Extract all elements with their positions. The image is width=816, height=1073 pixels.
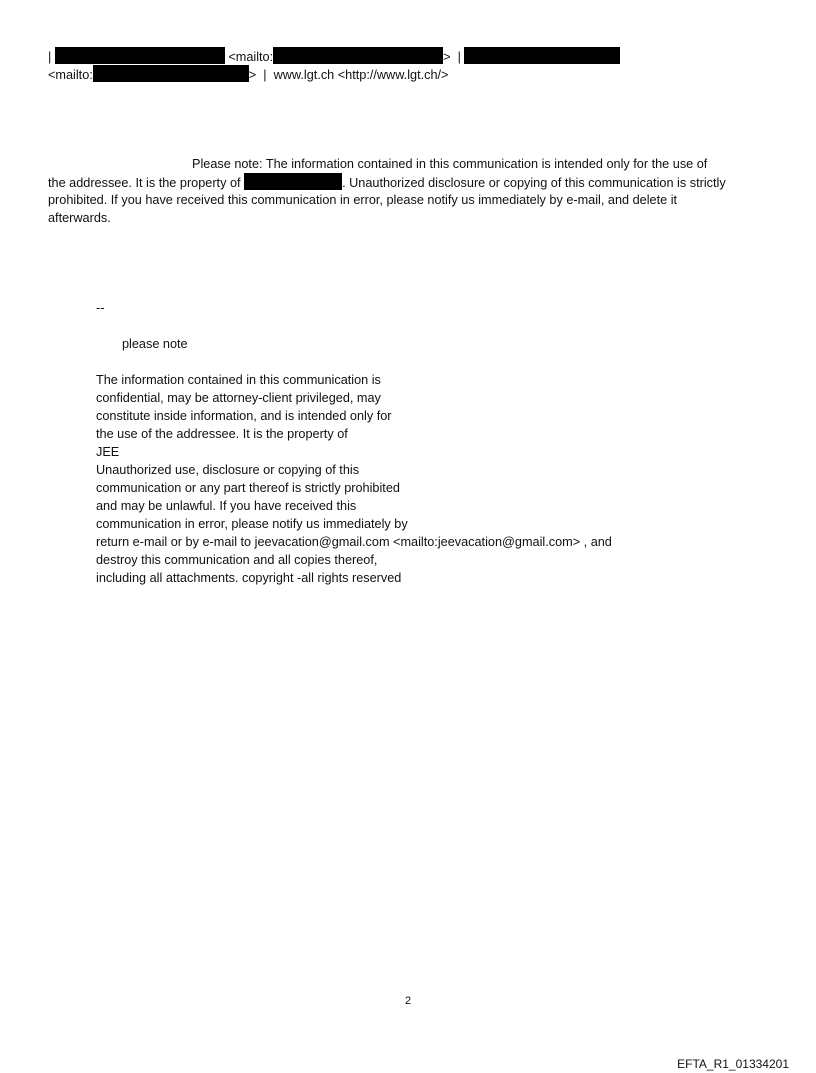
notice-line-2 [48, 173, 726, 192]
signature-line: Unauthorized use, disclosure or copying of this [96, 463, 360, 477]
signature-line: including all attachments. copyright -all rights reserved [96, 571, 402, 585]
header-line-2 [48, 65, 448, 84]
signature-line: and may be unlawful. If you have received this [96, 499, 357, 513]
header-pipe: | [48, 50, 52, 64]
notice-line-4: afterwards. [48, 211, 111, 225]
signature-line: the use of the addressee. It is the property of [96, 427, 348, 441]
document-id: EFTA_R1_01334201 [677, 1057, 789, 1071]
signature-line: constitute inside information, and is intended only for [96, 409, 392, 423]
redaction-block [464, 47, 620, 64]
redaction-block [244, 173, 342, 190]
signature-line: communication in error, please notify us immediately by [96, 517, 408, 531]
signature-line: destroy this communication and all copies thereof, [96, 553, 378, 567]
signature-line: confidential, may be attorney-client privileged, may [96, 391, 381, 405]
redaction-block [93, 65, 249, 82]
signature-line: JEE [96, 445, 120, 459]
notice-text: . Unauthorized disclosure or copying of this communication is strictly [342, 176, 726, 190]
page-number: 2 [404, 995, 412, 1007]
header-mailto-close: > | [443, 50, 461, 64]
notice-text: the addressee. It is the property of [48, 176, 245, 190]
notice-line-1: Please note: The information contained in this communication is intended only for the use of [192, 157, 708, 171]
signature-line: The information contained in this communication is [96, 373, 381, 387]
redaction-block [55, 47, 225, 64]
redaction-block [273, 47, 443, 64]
header-line-1 [48, 47, 620, 66]
header-website-link: > | www.lgt.ch <http://www.lgt.ch/> [248, 68, 449, 82]
signature-line: return e-mail or by e-mail to jeevacation@gmail.com <mailto:jeevacation@gmail.com> , and [96, 535, 612, 549]
signature-line: communication or any part thereof is strictly prohibited [96, 481, 400, 495]
signature-separator: -- [96, 301, 105, 315]
notice-line-3: prohibited. If you have received this communication in error, please notify us immediately by e-mail, and delete it [48, 193, 678, 207]
header-mailto-label: <mailto: [228, 50, 274, 64]
please-note-heading: please note [122, 337, 188, 351]
header-mailto-label: <mailto: [48, 68, 93, 82]
